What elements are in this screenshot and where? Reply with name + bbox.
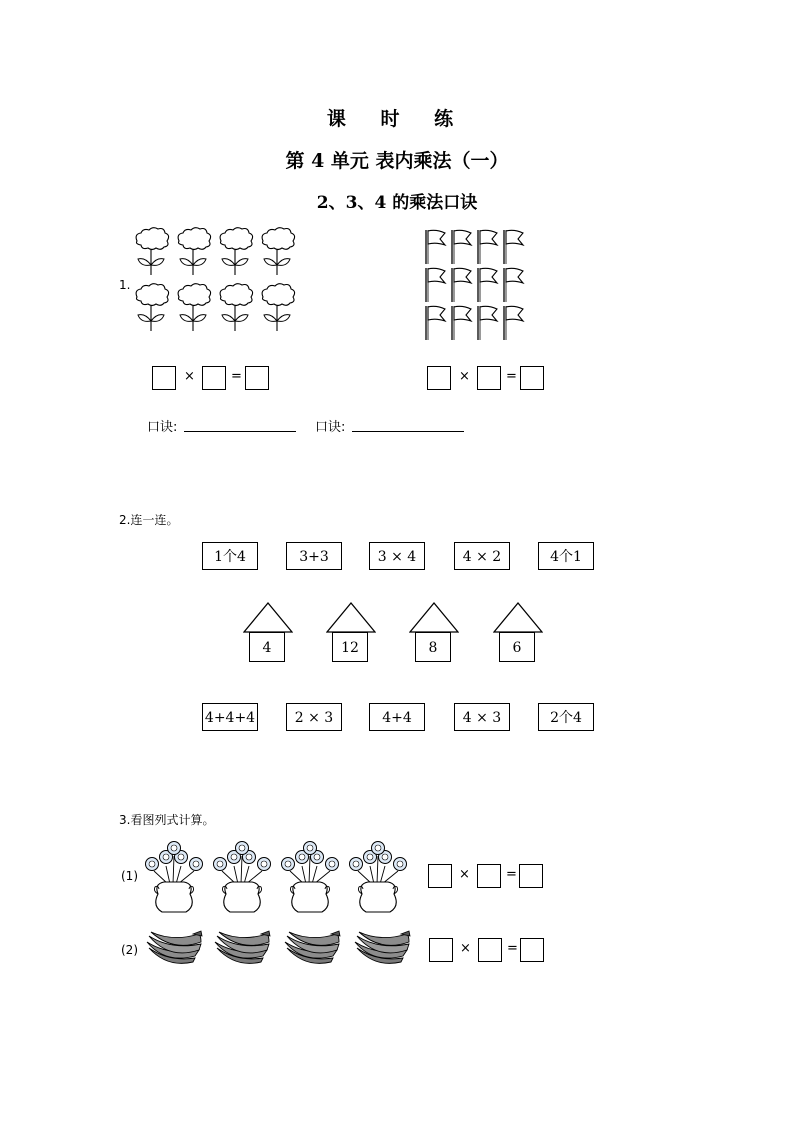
times-sign: × [184, 369, 195, 384]
q1-left-factor2-box[interactable] [202, 366, 226, 390]
equals-sign: = [506, 867, 517, 882]
house-roof-icon [409, 601, 459, 633]
bottom-card[interactable]: 4 × 3 [454, 703, 510, 731]
lesson-title: 2、3、4 的乘法口诀 [316, 193, 478, 213]
banana-bunch-image [143, 924, 415, 976]
q1-right-product-box[interactable] [520, 366, 544, 390]
top-card[interactable]: 4 × 2 [454, 542, 510, 570]
q1-right-factor1-box[interactable] [427, 366, 451, 390]
house-roof-icon [326, 601, 376, 633]
q3-1-factor2-box[interactable] [477, 864, 501, 888]
top-card[interactable]: 4个1 [538, 542, 594, 570]
koujue-left-answer-line[interactable] [184, 431, 296, 432]
flower-vase-image [140, 840, 415, 914]
q3-1-product-box[interactable] [519, 864, 543, 888]
flag-grid-image [420, 226, 535, 344]
equals-sign: = [231, 369, 242, 384]
koujue-right-label: 口诀: [315, 420, 346, 435]
q3-item2-number: (2) [121, 943, 138, 957]
koujue-left-label: 口诀: [147, 420, 178, 435]
q2-label: 2.连一连。 [119, 513, 179, 527]
q3-item1-number: (1) [121, 869, 138, 883]
q3-2-factor1-box[interactable] [429, 938, 453, 962]
bottom-card[interactable]: 4+4+4 [202, 703, 258, 731]
q1-left-product-box[interactable] [245, 366, 269, 390]
top-card[interactable]: 3+3 [286, 542, 342, 570]
house-roof-icon [243, 601, 293, 633]
q3-label: 3.看图列式计算。 [119, 813, 215, 827]
house-number[interactable]: 8 [415, 632, 451, 662]
q1-left-factor1-box[interactable] [152, 366, 176, 390]
bottom-card[interactable]: 2 × 3 [286, 703, 342, 731]
top-card[interactable]: 1个4 [202, 542, 258, 570]
times-sign: × [459, 867, 470, 882]
unit-title: 第 4 单元 表内乘法（一） [285, 150, 509, 172]
koujue-right-answer-line[interactable] [352, 431, 464, 432]
bottom-card[interactable]: 4+4 [369, 703, 425, 731]
q3-2-product-box[interactable] [520, 938, 544, 962]
house-number[interactable]: 4 [249, 632, 285, 662]
q1-right-factor2-box[interactable] [477, 366, 501, 390]
times-sign: × [459, 369, 470, 384]
worksheet-title: 课 时 练 [326, 108, 468, 130]
house-number[interactable]: 12 [332, 632, 368, 662]
equals-sign: = [507, 941, 518, 956]
flower-grid-image [130, 225, 310, 345]
bottom-card[interactable]: 2个4 [538, 703, 594, 731]
q3-1-factor1-box[interactable] [428, 864, 452, 888]
house-number[interactable]: 6 [499, 632, 535, 662]
house-roof-icon [493, 601, 543, 633]
top-card[interactable]: 3 × 4 [369, 542, 425, 570]
q1-number: 1. [119, 278, 131, 292]
equals-sign: = [506, 369, 517, 384]
q3-2-factor2-box[interactable] [478, 938, 502, 962]
times-sign: × [460, 941, 471, 956]
